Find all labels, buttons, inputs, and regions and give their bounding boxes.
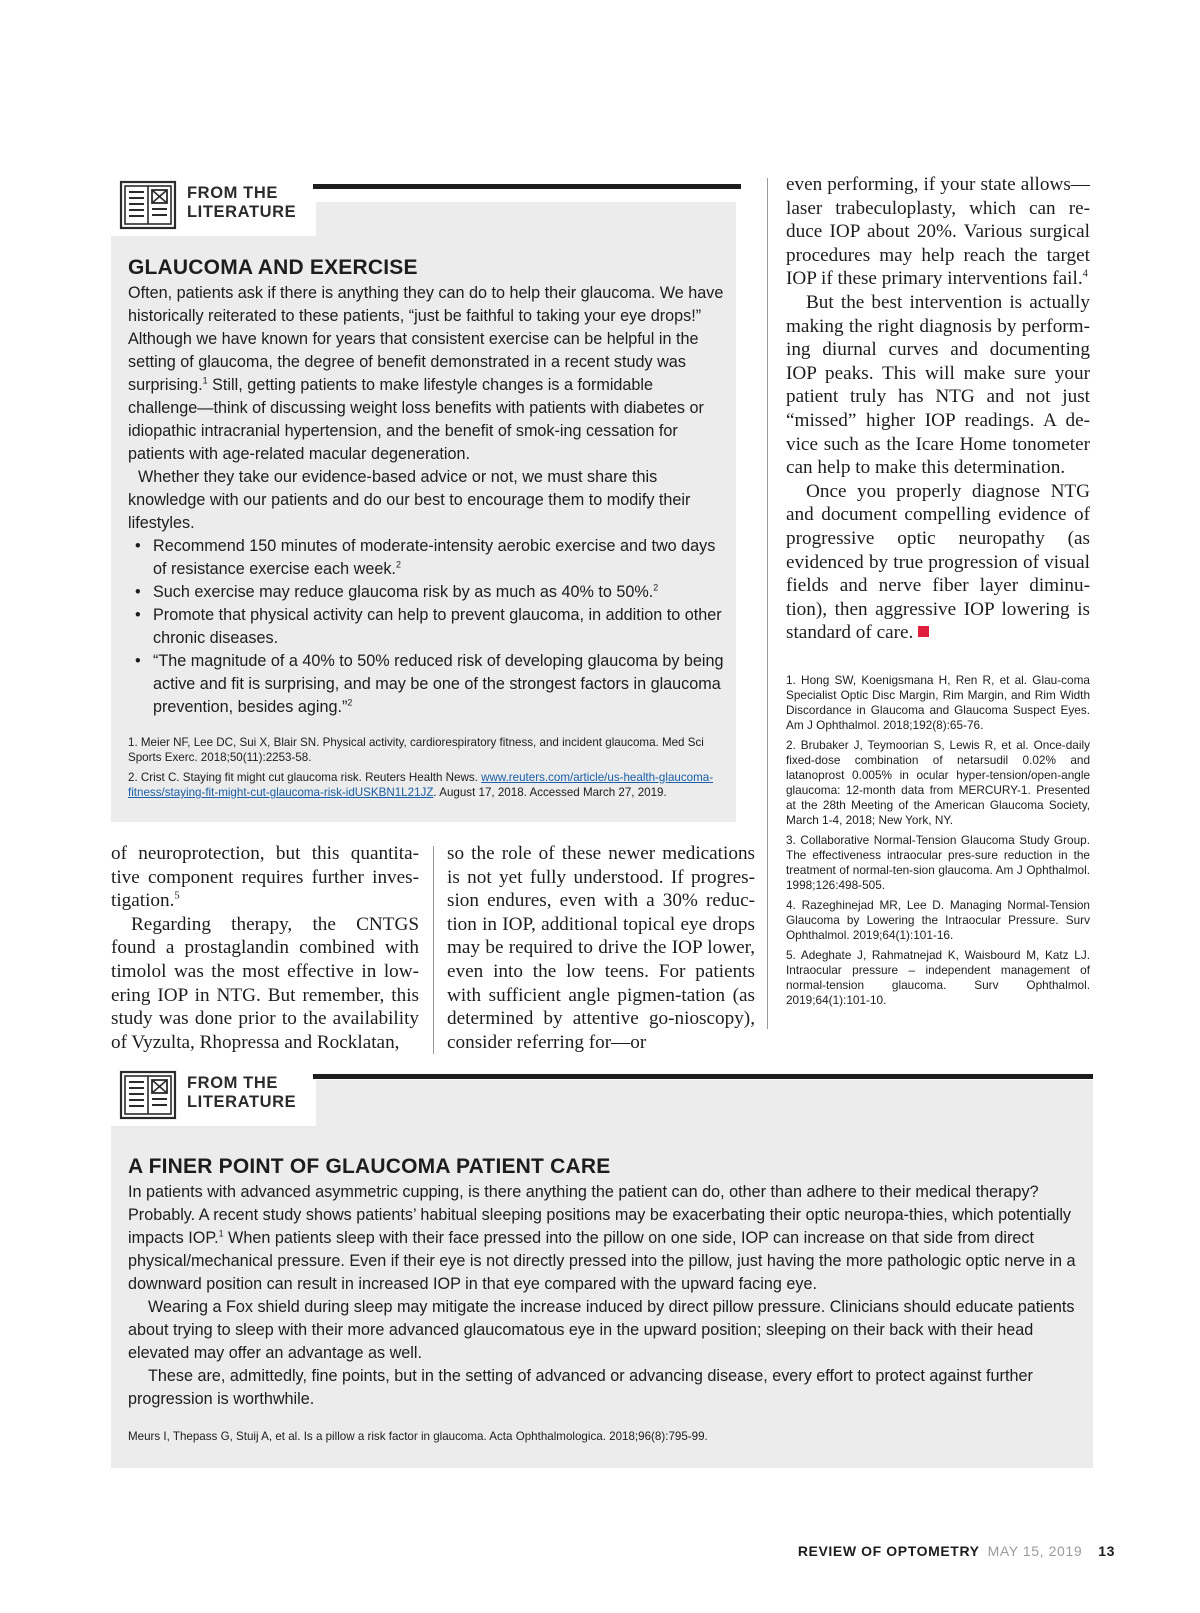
body-paragraph: so the role of these newer medications is not yet fully understood. If progres-sion endures, even with a 30% reduc-tion in IOP, additional topical eye drops may be required to drive the IOP lower, even into the low teens. For patients with sufficient angle pigmen-tation (as determined by attentive go-nioscopy), consider referring for—or bbox=[447, 843, 755, 1053]
footnote-marker: 5 bbox=[174, 890, 180, 902]
footnote-marker: 1 bbox=[218, 1228, 224, 1239]
kicker-line-1: FROM THE bbox=[187, 184, 278, 202]
box-title: A FINER POINT OF GLAUCOMA PATIENT CARE bbox=[128, 1155, 611, 1178]
reference-item: 5. Adeghate J, Rahmatnejad K, Waisbourd M, Katz LJ. Intraocular pressure – independent management of normal-tension glaucoma. Surv Ophthalmol. 2019;64(1):101-10. bbox=[786, 948, 1090, 1007]
body-paragraph bbox=[111, 842, 419, 913]
box1-content bbox=[128, 256, 724, 805]
kicker-line-2: LITERATURE bbox=[187, 203, 297, 221]
header-rule bbox=[313, 1074, 1093, 1079]
box-paragraph bbox=[128, 1181, 1080, 1296]
reference-item: 1. Hong SW, Koenigsmana H, Ren R, et al. Glau-coma Specialist Optic Disc Margin, Rim Margin, and Rim Width Discordance in Glaucoma and Glaucoma Suspect Eyes. Am J Ophthalmol. 2018;192(8):65-76. bbox=[786, 673, 1090, 732]
reference-item: 3. Collaborative Normal-Tension Glaucoma Study Group. The effectiveness intraocular pres-sure reduction in the treatment of normal-ten-sion glaucoma. Am J Ophthalmol. 1998;126:498-505. bbox=[786, 833, 1090, 892]
paragraph-text: Often, patients ask if there is anything they can do to help their glaucoma. We have historically reiterated to these patients, “just be faithful to taking your eye drops!” Although we have known for years that consistent exercise can be helpful in the setting of glaucoma, the degree of benefit demonstrated in a recent study was surprising. bbox=[128, 284, 724, 394]
body-paragraph bbox=[786, 173, 1090, 291]
paragraph-text: Once you properly diagnose NTG and document compelling evidence of progressive optic neuropathy (as evidenced by true progression of visual fields and nerve fiber layer diminu-tion), then aggressive IOP lowering is standard of care. bbox=[786, 480, 1090, 644]
box-references bbox=[128, 1429, 1080, 1444]
reference-item: Meurs I, Thepass G, Stuij A, et al. Is a pillow a risk factor in glaucoma. Acta Ophthalmologica. 2018;96(8):795-99. bbox=[128, 1430, 708, 1443]
list-item bbox=[128, 650, 724, 719]
list-item bbox=[128, 581, 724, 604]
box-paragraph bbox=[128, 282, 724, 466]
box-paragraph: These are, admittedly, fine points, but in the setting of advanced or advancing disease, every effort to protect against further progression is worthwhile. bbox=[128, 1367, 1033, 1408]
middle-column-text bbox=[447, 842, 755, 1054]
left-column-text bbox=[111, 842, 419, 1054]
list-item bbox=[128, 535, 724, 581]
footnote-marker: 1 bbox=[202, 375, 208, 386]
list-item bbox=[128, 604, 724, 650]
body-paragraph bbox=[786, 480, 1090, 645]
box-body bbox=[128, 1181, 1080, 1411]
reference-item bbox=[128, 770, 724, 800]
from-the-literature-header bbox=[111, 1070, 1093, 1126]
reference-item: 1. Meier NF, Lee DC, Sui X, Blair SN. Physical activity, cardiorespiratory fitness, and incident glaucoma. Med Sci Sports Exerc. 2018;50(11):2253-58. bbox=[128, 736, 704, 764]
footnote-marker: 2 bbox=[347, 697, 353, 708]
issue-date: MAY 15, 2019 bbox=[987, 1543, 1083, 1559]
reference-item: 4. Razeghinejad MR, Lee D. Managing Normal-Tension Glaucoma by Lowering the Intraocular Pressure. Surv Ophthalmol. 2019;64(1):101-16. bbox=[786, 898, 1090, 942]
reference-item: 2. Brubaker J, Teymoorian S, Lewis R, et al. Once-daily fixed-dose combination of netarsudil 0.02% and latanoprost 0.005% in ocular hyper-tension/open-angle glaucoma: 12-month data from MERCURY-1. Presented at the 28th Meeting of the American Glaucoma Society, March 1-4, 2018; New York, NY. bbox=[786, 738, 1090, 827]
paragraph-text: In patients with advanced asymmetric cupping, is there anything the patient can do, other than adhere to their medical therapy? Probably. A recent study shows patients’ habitual sleeping positions may be exacerbating their optic neuropa-thies, which potentially impacts IOP. bbox=[128, 1183, 1072, 1247]
box-body bbox=[128, 282, 724, 719]
open-book-icon bbox=[119, 180, 177, 230]
box-paragraph: Wearing a Fox shield during sleep may mitigate the increase induced by direct pillow pressure. Clinicians should educate patients about trying to sleep with their more advanced glaucomatous eye in the upward position; sleeping on their back with their head elevated may offer an advantage as well. bbox=[128, 1298, 1075, 1362]
right-column-text bbox=[786, 173, 1090, 645]
open-book-icon bbox=[119, 1070, 177, 1120]
kicker-line-2: LITERATURE bbox=[187, 1093, 297, 1111]
list-item-text: “The magnitude of a 40% to 50% reduced risk of developing glaucoma by being active and fit is surprising, and may be one of the strongest factors in glaucoma prevention, besides aging.” bbox=[153, 652, 724, 716]
box-title: GLAUCOMA AND EXERCISE bbox=[128, 256, 418, 279]
header-rule bbox=[313, 184, 741, 189]
list-item-text: Recommend 150 minutes of moderate-intensity aerobic exercise and two days of resistance exercise each week. bbox=[153, 537, 716, 578]
kicker-label bbox=[187, 184, 296, 222]
column-divider bbox=[433, 846, 434, 1054]
body-paragraph: But the best intervention is actually making the right diagnosis by perform-ing diurnal curves and documenting IOP peaks. This will make sure your patient truly has NTG and not just “missed” higher IOP readings. A de-vice such as the Icare Home tonometer can help to make this determination. bbox=[786, 291, 1090, 479]
box-paragraph: Whether they take our evidence-based advice or not, we must share this knowledge with our patients and do our best to encourage them to modify their lifestyles. bbox=[128, 468, 691, 532]
reference-text: 2. Crist C. Staying fit might cut glaucoma risk. Reuters Health News. bbox=[128, 771, 482, 784]
box2-content bbox=[128, 1155, 1080, 1449]
from-the-literature-header bbox=[111, 180, 741, 236]
body-paragraph: Regarding therapy, the CNTGS found a prostaglandin combined with timolol was the most effective in low-ering IOP in NTG. But remember, this study was done prior to the availability of Vyzulta, Rhopressa and Rocklatan, bbox=[111, 913, 419, 1053]
page-footer bbox=[798, 1543, 1115, 1559]
paragraph-text: of neuroprotection, but this quantita-tive component requires further inves-tigation. bbox=[111, 843, 419, 912]
kicker-label bbox=[187, 1074, 296, 1112]
reference-link[interactable]: www.reuters.com/article/us-health-glaucoma-fitness/staying-fit-might-cut-glaucoma-risk-idUSKBN1L21JZ bbox=[128, 771, 714, 799]
list-item-text: Such exercise may reduce glaucoma risk by as much as 40% to 50%. bbox=[153, 583, 654, 601]
footnote-marker: 4 bbox=[1082, 268, 1088, 280]
reference-text: . August 17, 2018. Accessed March 27, 2019. bbox=[433, 786, 667, 799]
paragraph-text: even performing, if your state allows—laser trabeculoplasty, which can re-duce IOP about 20%. Various surgical procedures may help reach the target IOP if these primary interventions fail. bbox=[786, 174, 1090, 290]
footnote-marker: 2 bbox=[653, 582, 659, 593]
kicker-line-1: FROM THE bbox=[187, 1074, 278, 1092]
end-of-article-mark bbox=[918, 626, 929, 637]
footnote-marker: 2 bbox=[395, 559, 401, 570]
page-number: 13 bbox=[1098, 1543, 1115, 1559]
bullet-list bbox=[128, 535, 724, 719]
list-item-text: Promote that physical activity can help to prevent glaucoma, in addition to other chronic diseases. bbox=[153, 606, 722, 647]
paragraph-text: Still, getting patients to make lifestyle changes is a formidable challenge—think of discussing weight loss benefits with patients with diabetes or idiopathic intracranial hypertension, and the benefit of smok-ing cessation for patients with age-related macular degeneration. bbox=[128, 376, 704, 463]
paragraph-text: When patients sleep with their face pressed into the pillow on one side, IOP can increase on that side from direct physical/mechanical pressure. Even if their eye is not directly pressed into the pillow, just having the more pathologic optic nerve in a downward position can result in increased IOP in that eye compared with the upward facing eye. bbox=[128, 1229, 1076, 1293]
article-references bbox=[786, 673, 1090, 1013]
column-divider bbox=[767, 178, 768, 1029]
magazine-name: REVIEW OF OPTOMETRY bbox=[797, 1543, 980, 1559]
box-references bbox=[128, 735, 724, 800]
